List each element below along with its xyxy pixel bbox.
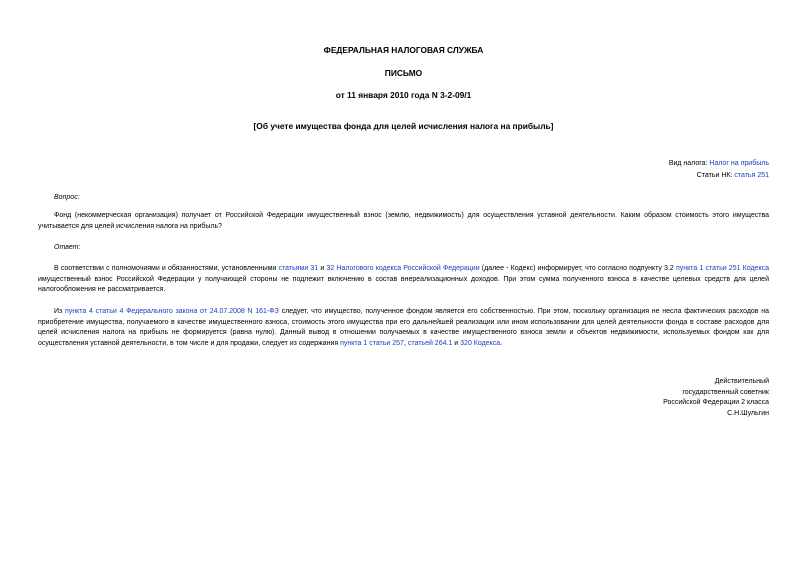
- answer1-text-3: (далее - Кодекс) информирует, что согласно подпункту 3.2: [479, 265, 676, 272]
- link-article-264-1[interactable]: статьей 264.1: [407, 339, 453, 347]
- document-title: [Об учете имущества фонда для целей исчисления налога на прибыль]: [253, 121, 554, 131]
- link-article-257-point-1[interactable]: пункта 1 статьи 257: [340, 339, 404, 347]
- answer2-text-3: ,: [403, 339, 408, 347]
- link-article-31[interactable]: статьями 31: [278, 265, 319, 272]
- answer2-text-2: следует, что имущество, полученное фондом является его собственностью. При этом, поскольку организация не несла фактических расходов на приобретение имущества, получаемого в качестве имущественного взноса, стоимость этого имущества при его дальнейшей реализации или ином использовании для целей деятельности фонда в составе расходов для целей исчисления налога на прибыль не формируется (равна нулю). Данный вывод в отношении получаемых в качестве имущественного взноса земли и объектов недвижимости, используемых фондом как для осуществления уставной деятельности, в том числе и для продажи, следует из содержания: [38, 308, 770, 347]
- tax-type-label: Вид налога:: [668, 160, 710, 167]
- link-article-251-point-1[interactable]: пункта 1 статьи 251 Кодекса: [675, 265, 769, 272]
- signature-line-3: Российской Федерации 2 класса: [663, 399, 769, 407]
- tax-article-label: Статьи НК:: [696, 172, 735, 179]
- tax-type-link[interactable]: Налог на прибыль: [709, 160, 769, 167]
- answer1-text-1: В соответствии с полномочиями и обязанностями, установленными: [54, 265, 279, 272]
- link-article-320[interactable]: 320 Кодекса: [460, 339, 501, 347]
- answer-paragraph-2: [38, 307, 769, 349]
- tax-article-link[interactable]: статья 251: [734, 172, 769, 179]
- signature-line-1: Действительный: [714, 378, 769, 385]
- signature-name: С.Н.Шульгин: [727, 409, 769, 417]
- answer2-text-5: .: [500, 339, 503, 347]
- question-text: Фонд (некоммерческая организация) получает от Российской Федерации имущественный взнос (землю, недвижимость) для осуществления уставной деятельности. Каким образом стоимость этого имущества учитывается для целей исчисления налога на прибыль?: [38, 212, 769, 230]
- tax-article-line: [469, 171, 769, 182]
- link-federal-law-161[interactable]: пункта 4 статьи 4 Федерального закона от 24.07.2008 N 161-ФЗ: [64, 308, 279, 315]
- document-type-heading: ПИСЬМО: [384, 68, 423, 78]
- link-article-32-tax-code[interactable]: 32 Налогового кодекса Российской Федерации: [326, 265, 480, 272]
- agency-heading: ФЕДЕРАЛЬНАЯ НАЛОГОВАЯ СЛУЖБА: [323, 45, 484, 55]
- answer-label: Ответ:: [54, 244, 81, 251]
- question-label: Вопрос:: [54, 194, 80, 201]
- signature-line-2: государственный советник: [682, 388, 769, 396]
- tax-type-line: [469, 159, 769, 170]
- answer1-text-2: и: [318, 265, 327, 272]
- signature-block: [469, 377, 769, 419]
- answer-paragraph-1: [38, 264, 769, 296]
- answer2-text-4: и: [452, 339, 461, 347]
- answer2-text-1: Из: [54, 308, 65, 315]
- answer1-text-4: имущественный взнос Российской Федерации у получающей стороны не подлежит включению в состав внереализационных доходов. При этом сумма полученного взноса в качестве целевых средств для целей налогообложения не рассматривается.: [38, 275, 769, 294]
- document-date-heading: от 11 января 2010 года N 3-2-09/1: [335, 90, 472, 100]
